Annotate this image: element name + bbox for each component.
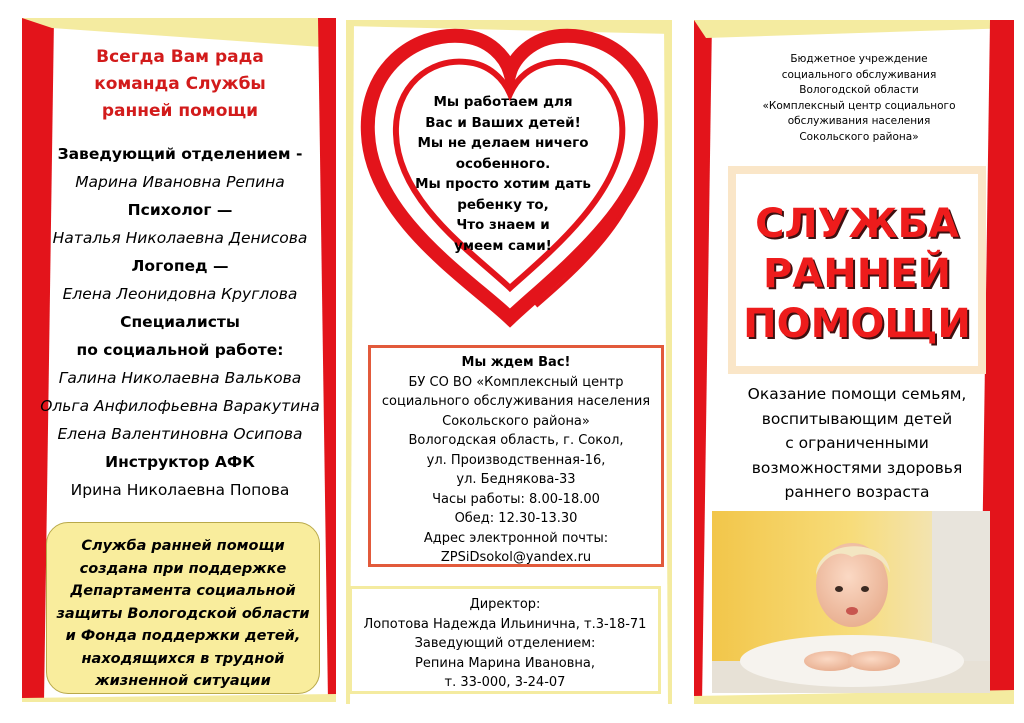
tagline-line: воспитывающим детей <box>761 409 953 428</box>
greeting-line: команда Службы <box>94 74 266 94</box>
staff-role: Специалисты <box>120 313 240 331</box>
tagline-line: раннего возраста <box>784 483 930 501</box>
greeting-line: ранней помощи <box>101 101 259 121</box>
title-line: РАННЕЙ <box>762 251 952 297</box>
middle-panel <box>346 20 672 704</box>
contact-line: Часы работы: 8.00-18.00 <box>432 491 600 507</box>
org-line: Сокольского района» <box>799 130 919 143</box>
staff-name: Галина Николаевна Валькова <box>58 369 302 387</box>
heart-line: Вас и Ваших детей! <box>425 114 581 131</box>
support-line: находящихся в трудной <box>81 650 285 667</box>
tagline-line: с ограниченными <box>785 434 929 452</box>
director-line: Лопотова Надежда Ильинична, т.3-18-71 <box>363 616 647 632</box>
staff-list <box>30 140 330 504</box>
director-line: Заведующий отделением: <box>414 636 596 651</box>
staff-role: Инструктор АФК <box>105 453 255 471</box>
tagline-line: возможностями здоровья <box>751 458 963 477</box>
support-note-box <box>46 522 320 694</box>
heart-line: Мы не делаем ничего <box>417 135 589 151</box>
staff-name: Наталья Николаевна Денисова <box>52 229 308 247</box>
contact-line: социального обслуживания населения <box>381 394 651 409</box>
staff-role: Логопед — <box>131 257 229 275</box>
contact-line: Вологодская область, г. Сокол, <box>408 433 624 448</box>
staff-name: Елена Валентиновна Осипова <box>57 425 303 443</box>
right-panel <box>694 20 1014 704</box>
greeting-line: Всегда Вам рада <box>96 47 264 67</box>
director-line: т. 33-000, 3-24-07 <box>444 675 566 690</box>
support-line: Служба ранней помощи <box>81 538 285 554</box>
staff-role: Психолог — <box>127 201 233 219</box>
email-link[interactable]: ZPSiDsokol@yandex.ru <box>440 550 592 565</box>
heart-line: Что знаем и <box>456 217 550 233</box>
child-illustration <box>712 511 990 693</box>
staff-role: Заведующий отделением - <box>57 145 303 163</box>
contact-line: ул. Беднякова-33 <box>456 472 576 487</box>
staff-name: Елена Леонидовна Круглова <box>62 285 298 303</box>
contact-line: ул. Производственная-16, <box>426 452 606 468</box>
heart-message <box>408 92 598 256</box>
contact-line: БУ СО ВО «Комплексный центр <box>408 374 624 390</box>
support-line: Департамента социальной <box>70 583 296 599</box>
heart-line: Мы работаем для <box>433 94 573 110</box>
service-tagline <box>722 382 992 505</box>
staff-name: Ольга Анфилофьевна Варакутина <box>40 397 320 415</box>
staff-role: по социальной работе: <box>76 341 284 359</box>
staff-name: Марина Ивановна Репина <box>75 173 285 191</box>
director-line: Директор: <box>469 597 541 612</box>
support-line: создана при поддержке <box>79 560 287 577</box>
org-line: Бюджетное учреждение <box>790 53 928 65</box>
contact-heading: Мы ждем Вас! <box>461 355 571 370</box>
org-line: обслуживания населения <box>787 115 931 127</box>
organization-name <box>746 52 972 145</box>
contact-line: Сокольского района» <box>442 413 590 429</box>
contact-line: Адрес электронной почты: <box>423 530 609 546</box>
service-title <box>736 174 978 366</box>
heart-line: умеем сами! <box>454 237 552 254</box>
org-line: социального обслуживания <box>781 68 937 81</box>
org-line: Вологодской области <box>799 84 919 96</box>
director-box <box>349 586 661 694</box>
support-line: жизненной ситуации <box>95 673 271 689</box>
child-photo <box>712 511 990 693</box>
tagline-line: Оказание помощи семьям, <box>747 385 967 403</box>
title-line: ПОМОЩИ <box>743 301 971 347</box>
contact-box <box>368 345 664 567</box>
heart-line: ребенку то, <box>457 196 549 213</box>
left-panel <box>22 18 336 702</box>
contact-line: Обед: 12.30-13.30 <box>454 511 578 526</box>
greeting-heading <box>60 44 300 125</box>
staff-name: Ирина Николаевна Попова <box>70 481 290 499</box>
org-line: «Комплексный центр социального <box>762 99 956 112</box>
title-line: СЛУЖБА <box>755 201 959 247</box>
support-line: и Фонда поддержки детей, <box>65 628 301 644</box>
service-title-box <box>728 166 986 374</box>
heart-line: особенного. <box>455 155 551 172</box>
heart-line: Мы просто хотим дать <box>415 176 591 192</box>
support-line: защиты Вологодской области <box>56 605 310 622</box>
director-line: Репина Марина Ивановна, <box>415 655 595 671</box>
